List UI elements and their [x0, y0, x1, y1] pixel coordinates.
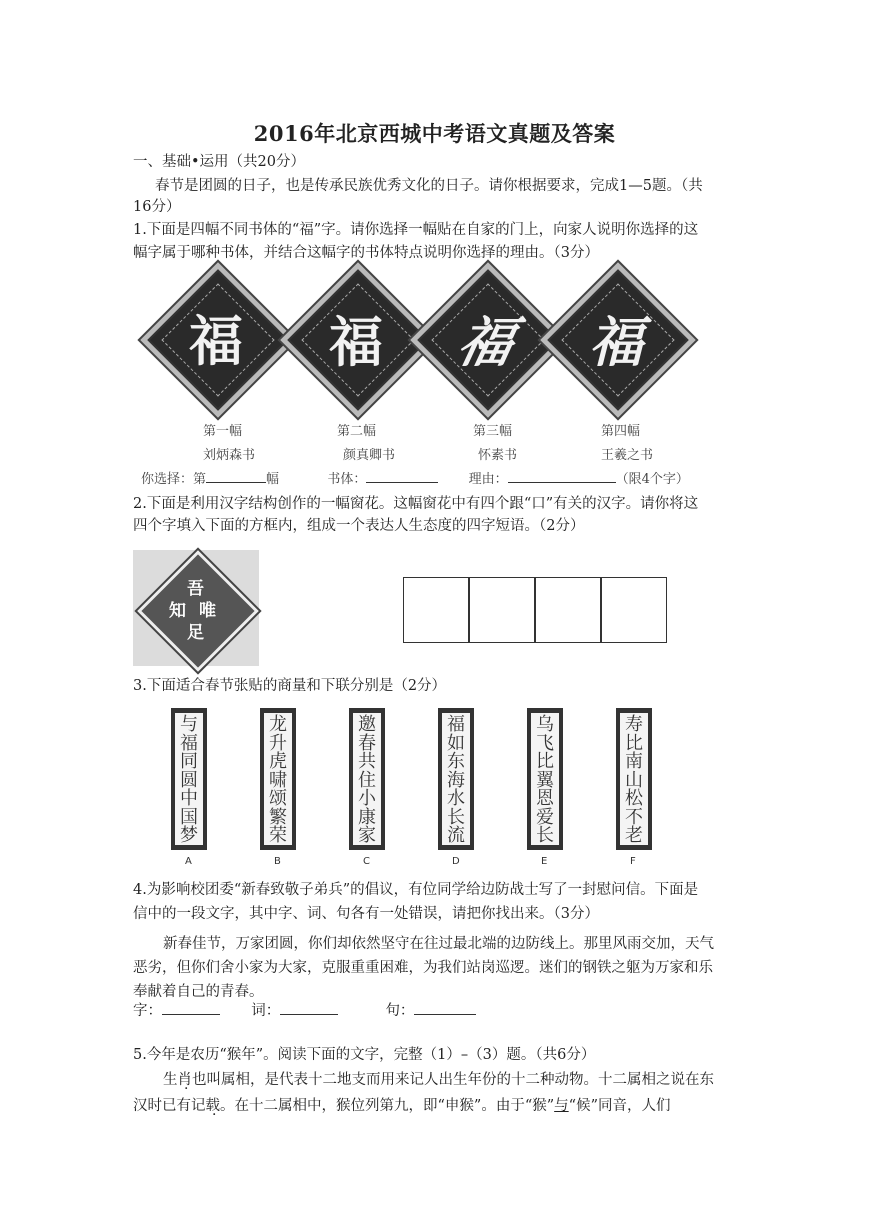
fu-char-2: 福: [329, 310, 383, 374]
couplet-d-text: 福如东海水长流: [447, 714, 465, 846]
question-2: 2.下面是利用汉字结构创作的一幅窗花。这幅窗花中有四个跟“口”有关的汉字。请你将这: [133, 496, 699, 512]
font-label: 书体：: [327, 472, 367, 487]
window-char-4: 足: [187, 623, 204, 643]
window-char-3: 知: [169, 601, 186, 621]
q5-paragraph-2: [133, 1096, 670, 1116]
couplet-letter-c: C: [363, 856, 370, 867]
fu-label-1: 第一幅: [203, 424, 243, 439]
question-1-cont: 幅字属于哪种书体，并结合这幅字的书体特点说明你选择的理由。（3分）: [133, 245, 599, 261]
couplet-letter-e: E: [541, 856, 548, 867]
couplet-letter-b: B: [274, 856, 281, 867]
couplet-letter-f: F: [630, 856, 636, 867]
question-4: 4.为影响校团委“新春致敬子弟兵”的倡议，有位同学给边防战士写了一封慰问信。下面是: [133, 882, 699, 898]
answer-box-4[interactable]: [601, 577, 667, 643]
q1-answer-line: [141, 468, 689, 487]
q5-p1-b: 肖: [177, 1072, 192, 1088]
letter-paragraph-3: 奉献着自己的青春。: [133, 984, 264, 1000]
answer-box-1[interactable]: [403, 577, 469, 643]
font-blank[interactable]: [366, 468, 438, 483]
ju-blank[interactable]: [414, 1000, 476, 1015]
intro-text-cont: 16分）: [133, 199, 181, 215]
q5-p2-a: 汉时已有记: [133, 1098, 206, 1114]
q5-p2-c: 。在十二属相中，猴位列第九，即“申猴”。由于“猴”: [220, 1098, 555, 1114]
question-1: 1.下面是四幅不同书体的“福”字。请你选择一幅贴在自家的门上，向家人说明你选择的这: [133, 222, 699, 238]
couplet-f-text: 寿比南山松不老: [625, 714, 643, 846]
window-flower-image: [133, 550, 259, 666]
fu-calligraphy-figure: [133, 268, 705, 490]
answer-box-3[interactable]: [535, 577, 601, 643]
couplet-a-text: 与福同圆中国梦: [180, 714, 198, 846]
letter-paragraph-2: 恶劣，但你们舍小家为大家，克服重重困难，为我们站岗巡逻。迷们的钢铁之躯为万家和乐: [133, 960, 713, 976]
question-5: 5.今年是农历“猴年”。阅读下面的文字，完整（1）–（3）题。（共6分）: [133, 1047, 596, 1063]
question-3: 3.下面适合春节张贴的商量和下联分别是（2分）: [133, 678, 447, 694]
window-flower-diamond: [137, 550, 259, 672]
reason-blank[interactable]: [508, 468, 616, 483]
window-char-2: 唯: [199, 601, 216, 621]
choose-unit: 幅: [266, 472, 280, 487]
couplets-figure: [163, 700, 658, 870]
q5-p2-b: 载: [205, 1098, 220, 1114]
couplet-f: [616, 708, 652, 850]
fu-char-4: 福: [589, 310, 643, 374]
q4-answer-line: [133, 1000, 476, 1021]
couplet-b: [260, 708, 296, 850]
couplet-e-text: 乌飞比翼恩爱长: [536, 714, 554, 846]
zi-label: 字：: [133, 1003, 162, 1019]
page-title: 2016年北京西城中考语文真题及答案: [253, 121, 616, 146]
fu-author-4: 王羲之书: [601, 448, 654, 463]
couplet-c-text: 邀春共住小康家: [358, 714, 376, 846]
reason-limit: （限4个字）: [615, 472, 689, 487]
fu-author-3: 怀素书: [478, 448, 518, 463]
ci-label: 词：: [251, 1003, 281, 1019]
fu-author-2: 颜真卿书: [343, 448, 396, 463]
fu-label-3: 第三幅: [473, 424, 513, 439]
ju-label: 句：: [385, 1003, 415, 1019]
fu-author-1: 刘炳森书: [203, 448, 256, 463]
reason-label: 理由：: [468, 472, 508, 487]
q5-paragraph-1: [163, 1070, 714, 1090]
q5-p1-c: 也叫属相，是代表十二地支而用来记人出生年份的十二种动物。十二属相之说在东: [192, 1072, 714, 1088]
section-heading: 一、基础•运用（共20分）: [133, 154, 306, 170]
letter-paragraph-1: 新春佳节，万家团圆，你们却依然坚守在往过最北端的边防线上。那里风雨交加，天气: [163, 936, 714, 952]
couplet-c: [349, 708, 385, 850]
choose-blank[interactable]: [206, 468, 266, 483]
ci-blank[interactable]: [280, 1000, 338, 1015]
couplet-letter-a: A: [185, 856, 192, 867]
answer-box-2[interactable]: [469, 577, 535, 643]
q5-p2-e: “候”同音，人们: [568, 1098, 671, 1114]
couplet-b-text: 龙升虎啸颂繁荣: [269, 714, 287, 846]
fu-label-4: 第四幅: [601, 424, 641, 439]
fu-char-1: 福: [189, 310, 243, 373]
zi-blank[interactable]: [162, 1000, 220, 1015]
couplet-letter-d: D: [452, 856, 460, 867]
couplet-a: [171, 708, 207, 850]
q5-p1-a: 生: [163, 1072, 178, 1088]
couplet-e: [527, 708, 563, 850]
q5-p2-d: 与: [554, 1098, 569, 1114]
window-char-1: 吾: [187, 579, 204, 599]
choose-label: 你选择：第: [141, 472, 207, 487]
fu-char-3: 福: [452, 310, 520, 374]
question-4-cont: 信中的一段文字，其中字、词、句各有一处错误，请把你找出来。（3分）: [133, 906, 599, 922]
intro-text: 春节是团圆的日子，也是传承民族优秀文化的日子。请你根据要求，完成1—5题。（共: [155, 178, 703, 194]
couplet-d: [438, 708, 474, 850]
fu-label-2: 第二幅: [337, 424, 377, 439]
question-2-cont: 四个字填入下面的方框内，组成一个表达人生态度的四字短语。（2分）: [133, 518, 585, 534]
